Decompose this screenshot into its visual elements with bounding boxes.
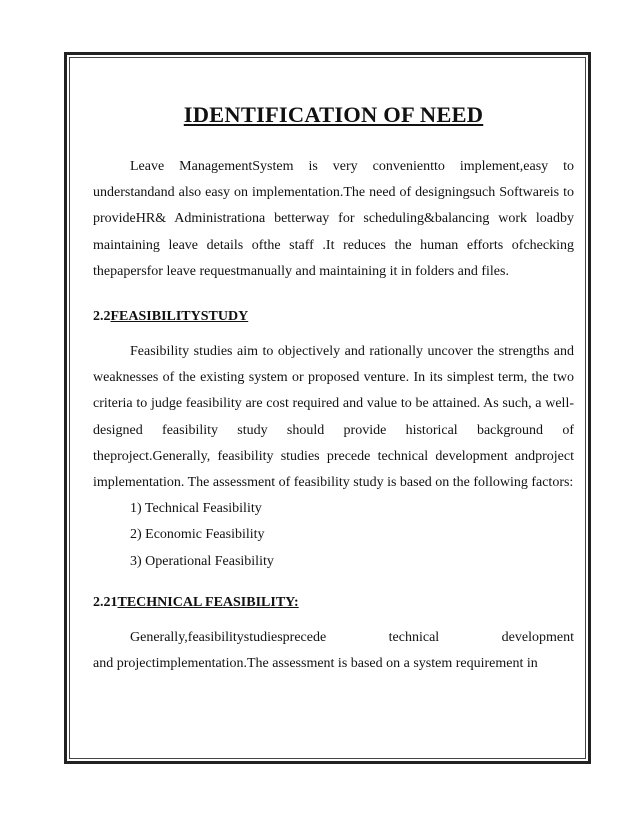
page-title: IDENTIFICATION OF NEED bbox=[183, 102, 484, 127]
intro-paragraph: Leave ManagementSystem is very convenientto implement,easy to understandand also easy on implementation.The need of designingsuch Softwareis to provideHR& Administrationa betterway for scheduling&balancing work loadby maintaining leave details ofthe staff .It reduces the human efforts ofchecking thepapersfor leave requestmanually and maintaining it in folders and files. bbox=[93, 159, 574, 279]
list-item: 1) Technical Feasibility bbox=[130, 501, 262, 517]
section-number: 2.21 bbox=[93, 594, 118, 610]
section-number: 2.2 bbox=[93, 309, 111, 325]
section-heading-feasibility bbox=[93, 309, 574, 325]
section-heading-technical bbox=[93, 595, 574, 611]
section-title: TECHNICAL FEASIBILITY: bbox=[117, 594, 299, 610]
document-body bbox=[93, 102, 574, 677]
technical-paragraph-line2: and projectimplementation.The assessment is based on a system requirement in bbox=[93, 656, 538, 672]
feasibility-paragraph: Feasibility studies aim to objectively and rationally uncover the strengths and weaknesses of the existing system or proposed venture. In its simplest term, the two criteria to judge feasibility are cost required and value to be attained. As such, a well-designed feasibility study should provide historical background of theproject.Generally, feasibility studies precede technical development andproject implementation. The assessment of feasibility study is based on the following factors: bbox=[93, 344, 574, 491]
section-title: FEASIBILITYSTUDY bbox=[110, 309, 249, 325]
technical-paragraph-line1: Generally,feasibilitystudiesprecede technical development bbox=[130, 629, 574, 645]
list-item: 2) Economic Feasibility bbox=[130, 527, 265, 543]
list-item: 3) Operational Feasibility bbox=[130, 553, 274, 569]
factors-list bbox=[93, 496, 574, 575]
